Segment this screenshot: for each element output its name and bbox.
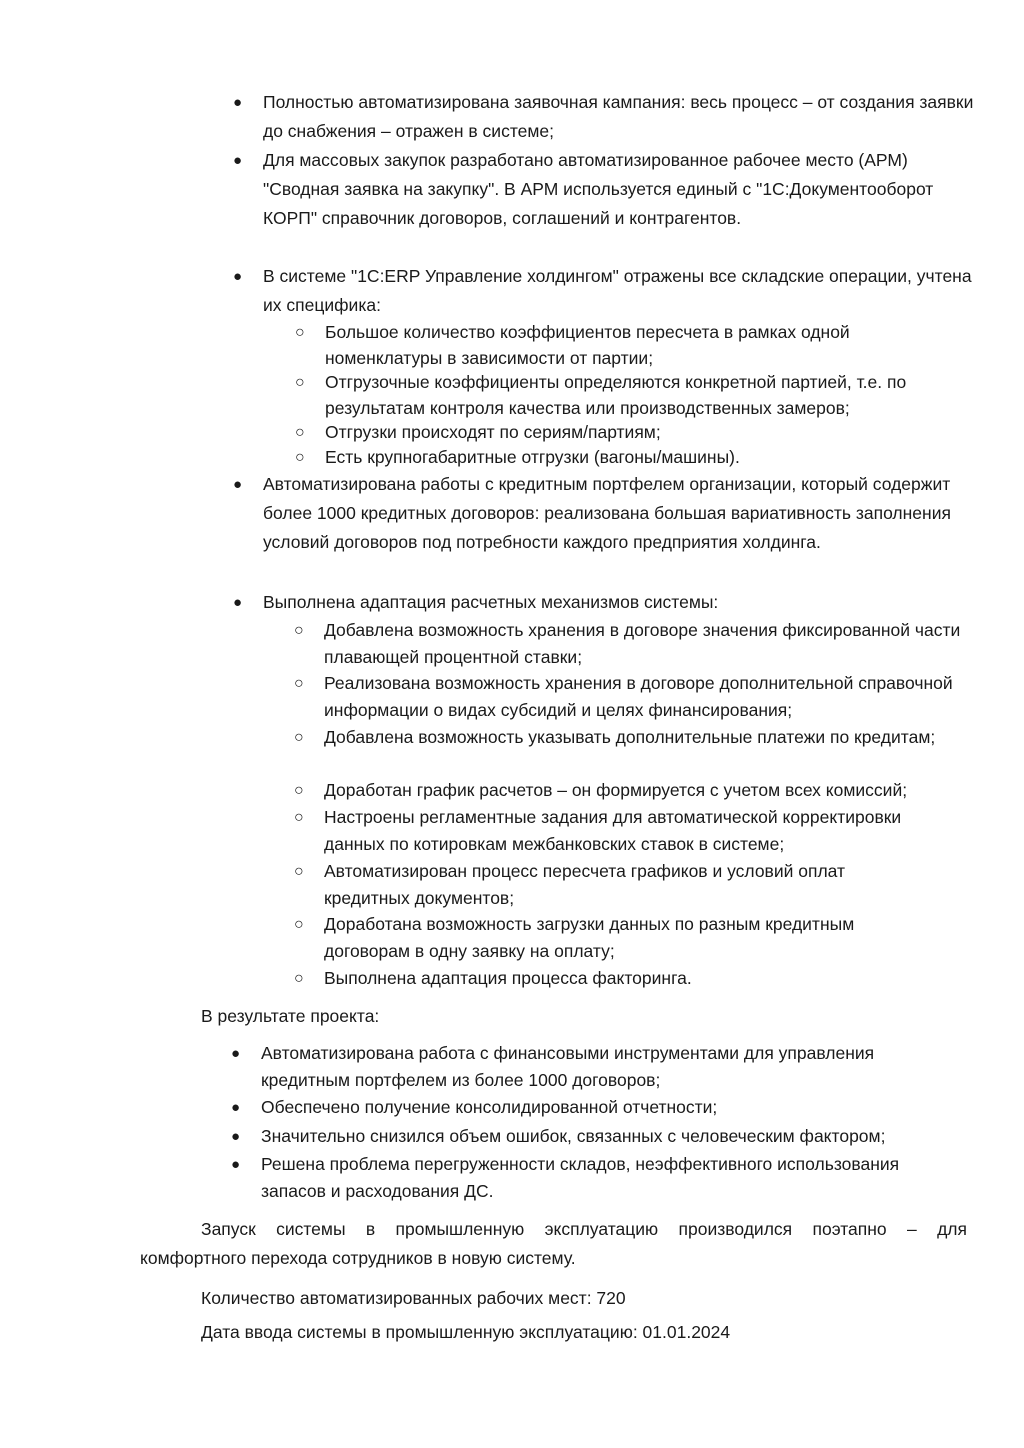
workplaces-count: Количество автоматизированных рабочих мест: 720 xyxy=(201,1288,626,1308)
circle-bullet-icon: ○ xyxy=(294,916,304,933)
sub-bullet-text: Отгрузки происходят по сериям/партиям; xyxy=(325,422,661,442)
circle-bullet-icon: ○ xyxy=(295,374,305,391)
circle-bullet-icon: ○ xyxy=(294,622,304,639)
result-text: Обеспечено получение консолидированной отчетности; xyxy=(261,1097,718,1117)
bullet-item xyxy=(233,88,983,146)
sub-bullet-text: Отгрузочные коэффициенты определяются конкретной партией, т.е. по результатам контроля качества или производственных замеров; xyxy=(325,372,907,418)
sub-bullet-item xyxy=(295,320,965,371)
launch-paragraph-line1: Запуск системы в промышленную эксплуатацию производился поэтапно – для xyxy=(201,1219,967,1239)
sub-bullet-item xyxy=(295,420,965,446)
bullet-marker: ● xyxy=(233,476,243,493)
result-text: Автоматизирована работа с финансовыми инструментами для управления кредитным портфелем из более 1000 договоров; xyxy=(261,1043,875,1090)
bullet-text: Для массовых закупок разработано автоматизированное рабочее место (АРМ) "Сводная заявка на закупку". В АРМ используется единый с "1С:Документооборот КОРП" справочник договоров, соглашений и контрагентов. xyxy=(263,150,934,228)
bullet-item xyxy=(233,262,975,320)
bullet-text: Полностью автоматизирована заявочная кампания: весь процесс – от создания заявки до снабжения – отражен в системе; xyxy=(263,92,974,141)
bullet-marker: ● xyxy=(231,1045,241,1062)
launch-paragraph-line2: комфортного перехода сотрудников в новую систему. xyxy=(140,1248,576,1268)
bullet-marker: ● xyxy=(231,1128,241,1145)
sub-bullet-item xyxy=(294,670,954,724)
circle-bullet-icon: ○ xyxy=(295,424,305,441)
circle-bullet-icon: ○ xyxy=(294,675,304,692)
bullet-marker: ● xyxy=(231,1156,241,1173)
circle-bullet-icon: ○ xyxy=(294,729,304,746)
launch-date: Дата ввода системы в промышленную эксплуатацию: 01.01.2024 xyxy=(201,1322,731,1342)
circle-bullet-icon: ○ xyxy=(294,970,304,987)
bullet-marker: ● xyxy=(233,268,243,285)
sub-bullet-text: Настроены регламентные задания для автоматической корректировки данных по котировкам межбанковских ставок в системе; xyxy=(324,807,902,854)
bullet-item xyxy=(233,146,975,233)
sub-bullet-item xyxy=(294,965,924,992)
results-heading: В результате проекта: xyxy=(201,1006,380,1026)
result-item xyxy=(231,1151,961,1205)
bullet-text: Выполнена адаптация расчетных механизмов системы: xyxy=(263,592,719,612)
sub-bullet-text: Автоматизирован процесс пересчета графиков и условий оплат кредитных документов; xyxy=(324,861,846,908)
sub-bullet-item xyxy=(295,445,965,471)
sub-bullet-text: Добавлена возможность указывать дополнительные платежи по кредитам; xyxy=(324,727,936,747)
bullet-text: Автоматизирована работы с кредитным портфелем организации, который содержит более 1000 кредитных договоров: реализована большая вариативность заполнения условий договоров под потребности каждого предприятия холдинга. xyxy=(263,474,951,552)
sub-bullet-item xyxy=(294,911,924,965)
sub-bullet-item xyxy=(294,777,974,804)
sub-bullet-text: Большое количество коэффициентов пересчета в рамках одной номенклатуры в зависимости от партии; xyxy=(325,322,850,368)
circle-bullet-icon: ○ xyxy=(294,782,304,799)
result-item xyxy=(231,1040,961,1094)
result-text: Решена проблема перегруженности складов, неэффективного использования запасов и расходования ДС. xyxy=(261,1154,900,1201)
sub-bullet-text: Доработан график расчетов – он формируется с учетом всех комиссий; xyxy=(324,780,908,800)
sub-bullet-item xyxy=(294,724,954,751)
sub-bullet-item xyxy=(295,370,965,421)
bullet-marker: ● xyxy=(233,594,243,611)
circle-bullet-icon: ○ xyxy=(295,449,305,466)
result-item xyxy=(231,1094,961,1121)
sub-bullet-text: Добавлена возможность хранения в договоре значения фиксированной части плавающей процентной ставки; xyxy=(324,620,961,667)
circle-bullet-icon: ○ xyxy=(294,863,304,880)
sub-bullet-item xyxy=(294,858,924,912)
result-item xyxy=(231,1123,961,1150)
bullet-item xyxy=(233,588,963,617)
bullet-text: В системе "1С:ERP Управление холдингом" отражены все складские операции, учтена их специфика: xyxy=(263,266,972,315)
circle-bullet-icon: ○ xyxy=(295,324,305,341)
bullet-item xyxy=(233,470,963,557)
sub-bullet-text: Есть крупногабаритные отгрузки (вагоны/машины). xyxy=(325,447,740,467)
circle-bullet-icon: ○ xyxy=(294,809,304,826)
result-text: Значительно снизился объем ошибок, связанных с человеческим фактором; xyxy=(261,1126,886,1146)
sub-bullet-text: Реализована возможность хранения в договоре дополнительной справочной информации о видах субсидий и целях финансирования; xyxy=(324,673,953,720)
bullet-marker: ● xyxy=(233,94,243,111)
sub-bullet-item xyxy=(294,617,972,671)
bullet-marker: ● xyxy=(233,152,243,169)
sub-bullet-text: Доработана возможность загрузки данных по разным кредитным договорам в одну заявку на оплату; xyxy=(324,914,855,961)
sub-bullet-item xyxy=(294,804,964,858)
sub-bullet-text: Выполнена адаптация процесса факторинга. xyxy=(324,968,692,988)
bullet-marker: ● xyxy=(231,1099,241,1116)
